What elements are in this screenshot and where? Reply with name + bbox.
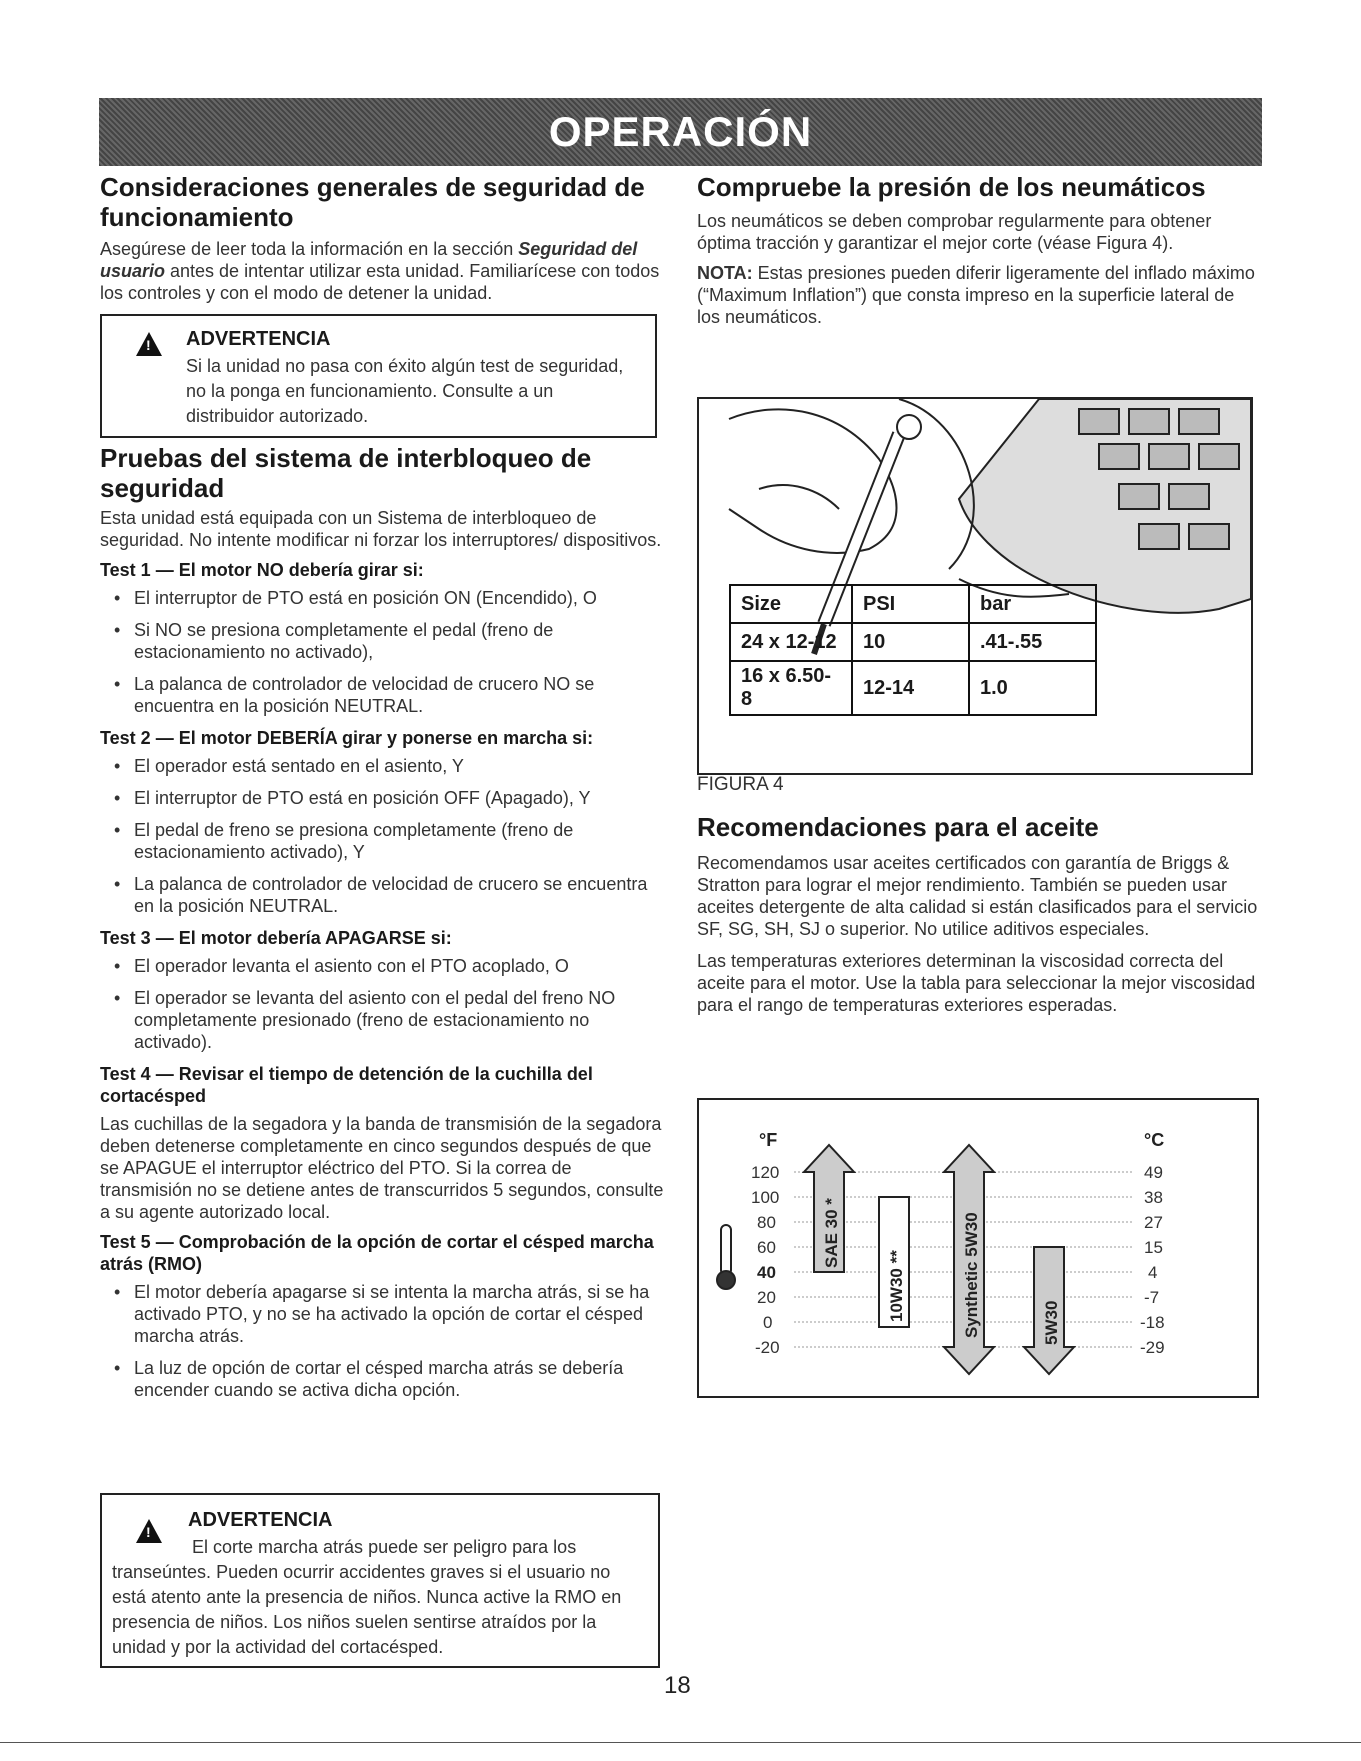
table-cell: 16 x 6.50-8 xyxy=(730,661,852,715)
bottom-rule xyxy=(0,1742,1361,1743)
celsius-scale xyxy=(1140,1163,1165,1357)
table-header-cell: bar xyxy=(969,585,1096,623)
c-tick: -7 xyxy=(1144,1288,1160,1307)
test1-heading: Test 1 — El motor NO debería girar si: xyxy=(100,560,424,580)
section-banner xyxy=(99,98,1262,166)
tire-pressure-text: Los neumáticos se deben comprobar regularmente para obtener óptima tracción y garantizar el mejor corte (véase Figura 4). xyxy=(697,211,1212,253)
c-tick: 4 xyxy=(1148,1263,1158,1282)
table-header-row xyxy=(730,585,1096,623)
test5-list xyxy=(100,1281,665,1401)
c-tick: -29 xyxy=(1140,1338,1165,1357)
c-tick: 15 xyxy=(1144,1238,1163,1257)
table-row xyxy=(730,661,1096,715)
left-column-lower xyxy=(100,443,665,1411)
hand-shape xyxy=(729,409,897,553)
viscosity-svg xyxy=(699,1100,1257,1396)
fahrenheit-scale xyxy=(751,1163,780,1357)
list-item: • La palanca de controlador de velocidad de crucero se encuentra en la posición NEUTRAL. xyxy=(100,873,665,917)
thermometer-icon xyxy=(717,1225,735,1289)
list-item: • El motor debería apagarse si se intenta la marcha atrás, si se ha activado PTO, y no se ha activado la opción de cortar el césped marcha atrás. xyxy=(100,1281,665,1347)
table-cell: .41-.55 xyxy=(969,623,1096,661)
interlock-intro: Esta unidad está equipada con un Sistema de interbloqueo de seguridad. No intente modificar ni forzar los interruptores/ dispositivos. xyxy=(100,508,662,550)
oil-label: 10W30 ** xyxy=(887,1250,906,1322)
test2-list xyxy=(100,755,665,917)
table-cell: 10 xyxy=(852,623,969,661)
list-item: • El interruptor de PTO está en posición ON (Encendido), O xyxy=(100,587,665,609)
test4-text: Las cuchillas de la segadora y la banda de transmisión de la segadora deben detenerse completamente en cinco segundos después de que se APAGUE el interruptor eléctrico del PTO. Si la correa de transmisión no se detiene antes de transcurridos 5 segundos, consulte a su agente autorizado local. xyxy=(100,1114,664,1222)
warning-text: El corte marcha atrás puede ser peligro para los transeúntes. Pueden ocurrir accidentes graves si el usuario no está atento ante la presencia de niños. Nunca active la RMO en presencia de niños. Los niños suelen sentirse atraídos por la unidad y por la actividad del cortacésped. xyxy=(112,1537,622,1657)
warning-title: ADVERTENCIA xyxy=(186,328,331,350)
f-tick: -20 xyxy=(755,1338,780,1357)
heading-safety-considerations: Consideraciones generales de seguridad de funcionamiento xyxy=(100,172,645,232)
c-tick: -18 xyxy=(1140,1313,1165,1332)
list-item: • La luz de opción de cortar el césped marcha atrás se debería encender cuando se activa dicha opción. xyxy=(100,1357,665,1401)
list-item: • El operador levanta el asiento con el PTO acoplado, O xyxy=(100,955,665,977)
f-tick: 20 xyxy=(757,1288,776,1307)
warning-box-1 xyxy=(100,314,657,438)
page-number: 18 xyxy=(664,1672,691,1699)
heading-oil-recommendations: Recomendaciones para el aceite xyxy=(697,812,1099,842)
figure-4-frame xyxy=(697,397,1253,775)
oil-band-synthetic-5w30 xyxy=(944,1145,994,1374)
celsius-label: °C xyxy=(1144,1130,1165,1150)
banner-title: OPERACIÓN xyxy=(548,108,813,155)
heading-tire-pressure: Compruebe la presión de los neumáticos xyxy=(697,172,1206,202)
c-tick: 38 xyxy=(1144,1188,1163,1207)
test5-heading: Test 5 — Comprobación de la opción de cortar el césped marcha atrás (RMO) xyxy=(100,1232,654,1274)
oil-section xyxy=(697,812,1262,1016)
list-item: • El operador se levanta del asiento con el pedal del freno NO completamente presionado (freno de estacionamiento no activado). xyxy=(100,987,665,1053)
oil-label: Synthetic 5W30 xyxy=(962,1212,981,1338)
c-tick: 49 xyxy=(1144,1163,1163,1182)
test3-heading: Test 3 — El motor debería APAGARSE si: xyxy=(100,928,452,948)
test1-list xyxy=(100,587,665,717)
safety-section-ref: Seguridad del usuario xyxy=(100,239,638,281)
left-column xyxy=(100,172,660,304)
oil-text-1: Recomendamos usar aceites certificados con garantía de Briggs & Stratton para lograr el mejor rendimiento. También se pueden usar aceites detergente de alta calidad si están clasificados para el servicio SF, SG, SH, SJ o superior. No utilice aditivos especiales. xyxy=(697,853,1258,939)
warning-icon xyxy=(136,332,162,356)
safety-intro-a: Asegúrese de leer toda la información en la sección xyxy=(100,239,519,259)
f-tick: 80 xyxy=(757,1213,776,1232)
right-column xyxy=(697,172,1257,328)
heading-interlock-tests: Pruebas del sistema de interbloqueo de seguridad xyxy=(100,443,592,503)
f-tick: 100 xyxy=(751,1188,780,1207)
list-item: • La palanca de controlador de velocidad de crucero NO se encuentra en la posición NEUTRAL. xyxy=(100,673,665,717)
fahrenheit-label: °F xyxy=(759,1130,778,1150)
table-header-cell: Size xyxy=(730,585,852,623)
safety-intro-c: antes de intentar utilizar esta unidad. Familiarícese con todos los controles y con el modo de detener la unidad. xyxy=(100,261,660,303)
test3-list xyxy=(100,955,665,1053)
c-tick: 27 xyxy=(1144,1213,1163,1232)
tire-note xyxy=(697,262,1257,328)
warning-text: Si la unidad no pasa con éxito algún test de seguridad, no la ponga en funcionamiento. Consulte a un distribuidor autorizado. xyxy=(186,356,624,426)
oil-label: SAE 30 * xyxy=(822,1198,841,1268)
list-item: • El operador está sentado en el asiento, Y xyxy=(100,755,665,777)
table-cell: 24 x 12-12 xyxy=(730,623,852,661)
list-item: • Si NO se presiona completamente el pedal (freno de estacionamiento no activado), xyxy=(100,619,665,663)
table-row xyxy=(730,623,1096,661)
note-label: NOTA: xyxy=(697,263,753,283)
table-cell: 1.0 xyxy=(969,661,1096,715)
oil-band-sae30 xyxy=(804,1145,854,1272)
f-tick: 120 xyxy=(751,1163,780,1182)
table-header-cell: PSI xyxy=(852,585,969,623)
list-item: • El interruptor de PTO está en posición OFF (Apagado), Y xyxy=(100,787,665,809)
oil-label: 5W30 xyxy=(1042,1300,1061,1345)
test2-heading: Test 2 — El motor DEBERÍA girar y ponerse en marcha si: xyxy=(100,728,594,748)
warning-box-2 xyxy=(100,1493,660,1668)
table-cell: 12-14 xyxy=(852,661,969,715)
f-tick: 60 xyxy=(757,1238,776,1257)
warning-title: ADVERTENCIA xyxy=(188,1509,333,1531)
note-text: Estas presiones pueden diferir ligeramente del inflado máximo (“Maximum Inflation”) que consta impreso en la superficie lateral de los neumáticos. xyxy=(697,263,1255,327)
oil-band-5w30 xyxy=(1024,1247,1074,1374)
tire-pressure-table xyxy=(729,584,1097,716)
test4-heading: Test 4 — Revisar el tiempo de detención de la cuchilla del cortacésped xyxy=(100,1064,593,1106)
figure-caption: FIGURA 4 xyxy=(697,774,784,795)
list-item: • El pedal de freno se presiona completamente (freno de estacionamiento activado), Y xyxy=(100,819,665,863)
oil-viscosity-chart xyxy=(697,1098,1259,1398)
f-tick: 0 xyxy=(763,1313,773,1332)
f-tick: 40 xyxy=(757,1263,776,1282)
oil-text-2: Las temperaturas exteriores determinan la viscosidad correcta del aceite para el motor. Use la tabla para seleccionar la mejor viscosidad para el rango de temperaturas exteriores esperadas. xyxy=(697,951,1256,1015)
safety-intro-text xyxy=(100,238,660,304)
oil-band-10w30 xyxy=(879,1197,909,1327)
